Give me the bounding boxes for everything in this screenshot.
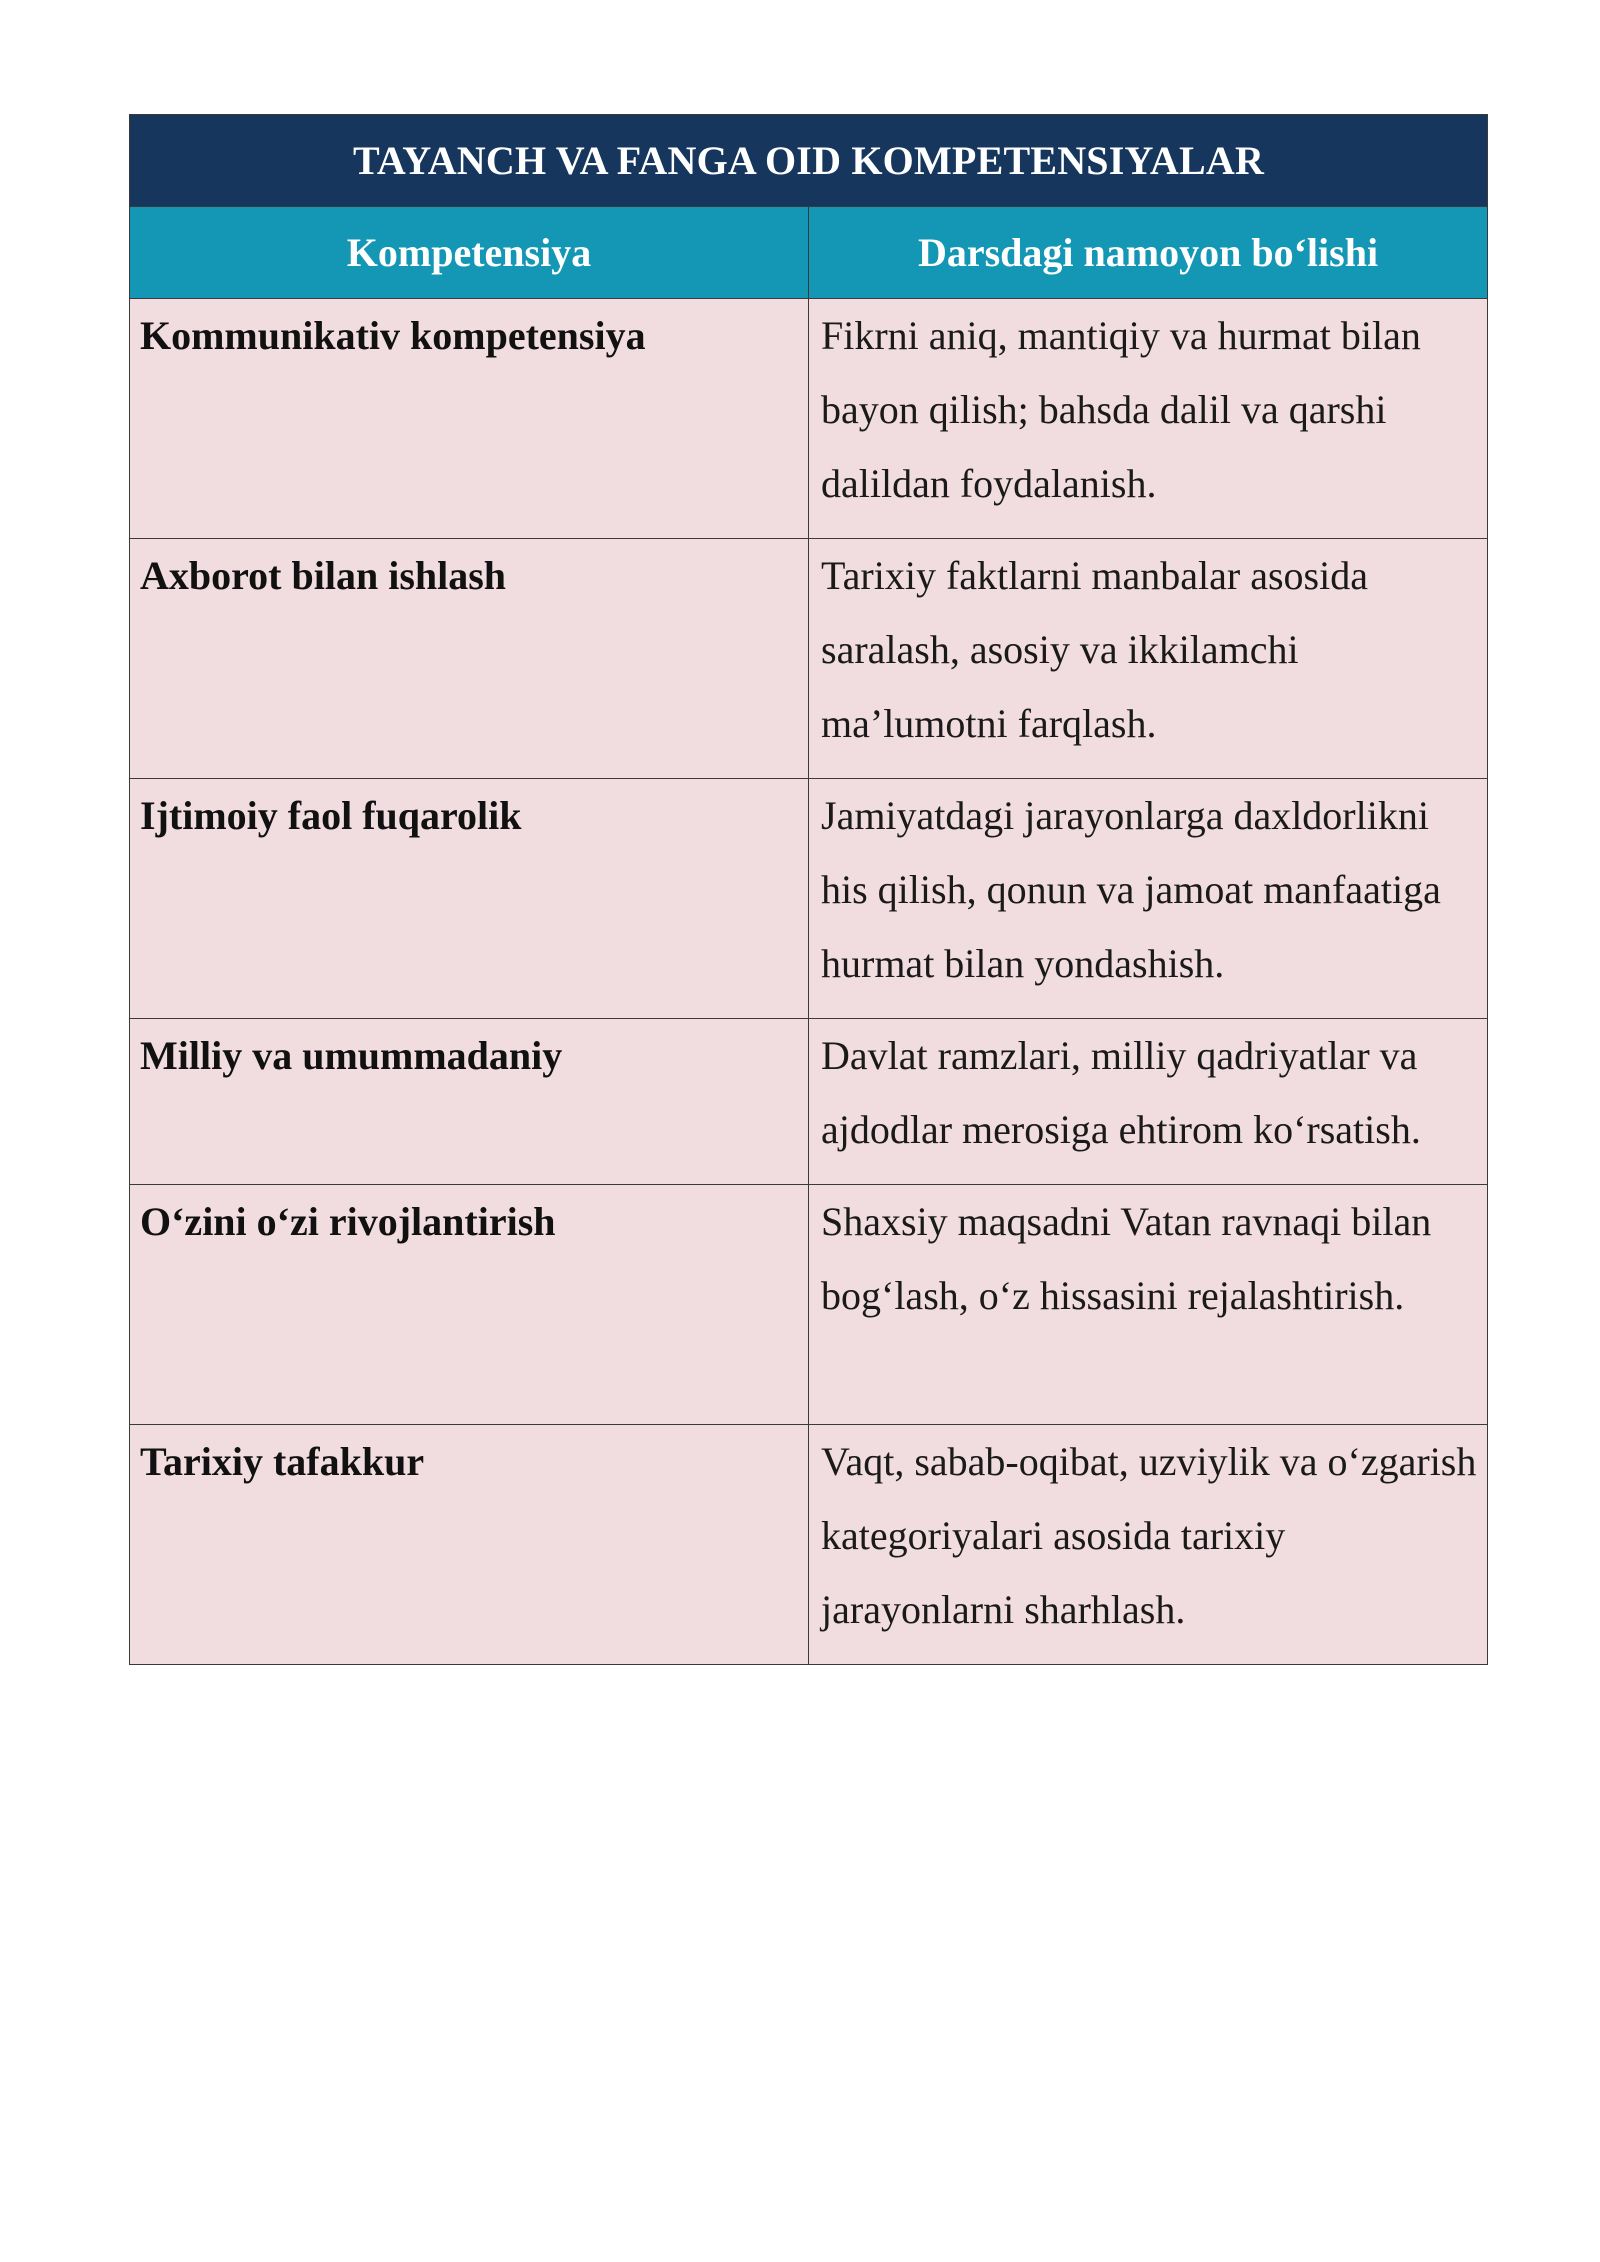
competency-description: Fikrni aniq, mantiqiy va hurmat bilan bayon qilish; bahsda dalil va qarshi dalildan foydalanish.: [809, 299, 1488, 539]
competency-name: Axborot bilan ishlash: [130, 539, 809, 779]
table-header-row: [130, 207, 1488, 299]
table-row: [130, 299, 1488, 539]
competency-name: Tarixiy tafakkur: [130, 1425, 809, 1665]
competency-description: Tarixiy faktlarni manbalar asosida saralash, asosiy va ikkilamchi ma’lumotni farqlash.: [809, 539, 1488, 779]
table-title: TAYANCH VA FANGA OID KOMPETENSIYALAR: [130, 115, 1488, 207]
competency-description: Jamiyatdagi jarayonlarga daxldorlikni his qilish, qonun va jamoat manfaatiga hurmat bilan yondashish.: [809, 779, 1488, 1019]
table-row: [130, 539, 1488, 779]
column-header-competency: Kompetensiya: [130, 207, 809, 299]
table-title-row: [130, 115, 1488, 207]
table-row: [130, 1185, 1488, 1425]
competencies-table: [129, 114, 1488, 1665]
competency-name: Ijtimoiy faol fuqarolik: [130, 779, 809, 1019]
table-row: [130, 1425, 1488, 1665]
competency-name: Kommunikativ kompetensiya: [130, 299, 809, 539]
competency-description: Davlat ramzlari, milliy qadriyatlar va ajdodlar merosiga ehtirom ko‘rsatish.: [809, 1019, 1488, 1185]
table-row: [130, 779, 1488, 1019]
competency-name: Milliy va umummadaniy: [130, 1019, 809, 1185]
column-header-manifestation: Darsdagi namoyon bo‘lishi: [809, 207, 1488, 299]
competency-name: O‘zini o‘zi rivojlantirish: [130, 1185, 809, 1425]
competency-description: Shaxsiy maqsadni Vatan ravnaqi bilan bog‘lash, o‘z hissasini rejalashtirish.: [809, 1185, 1488, 1425]
competency-description: Vaqt, sabab-oqibat, uzviylik va o‘zgarish kategoriyalari asosida tarixiy jarayonlarni sharhlash.: [809, 1425, 1488, 1665]
table-row: [130, 1019, 1488, 1185]
